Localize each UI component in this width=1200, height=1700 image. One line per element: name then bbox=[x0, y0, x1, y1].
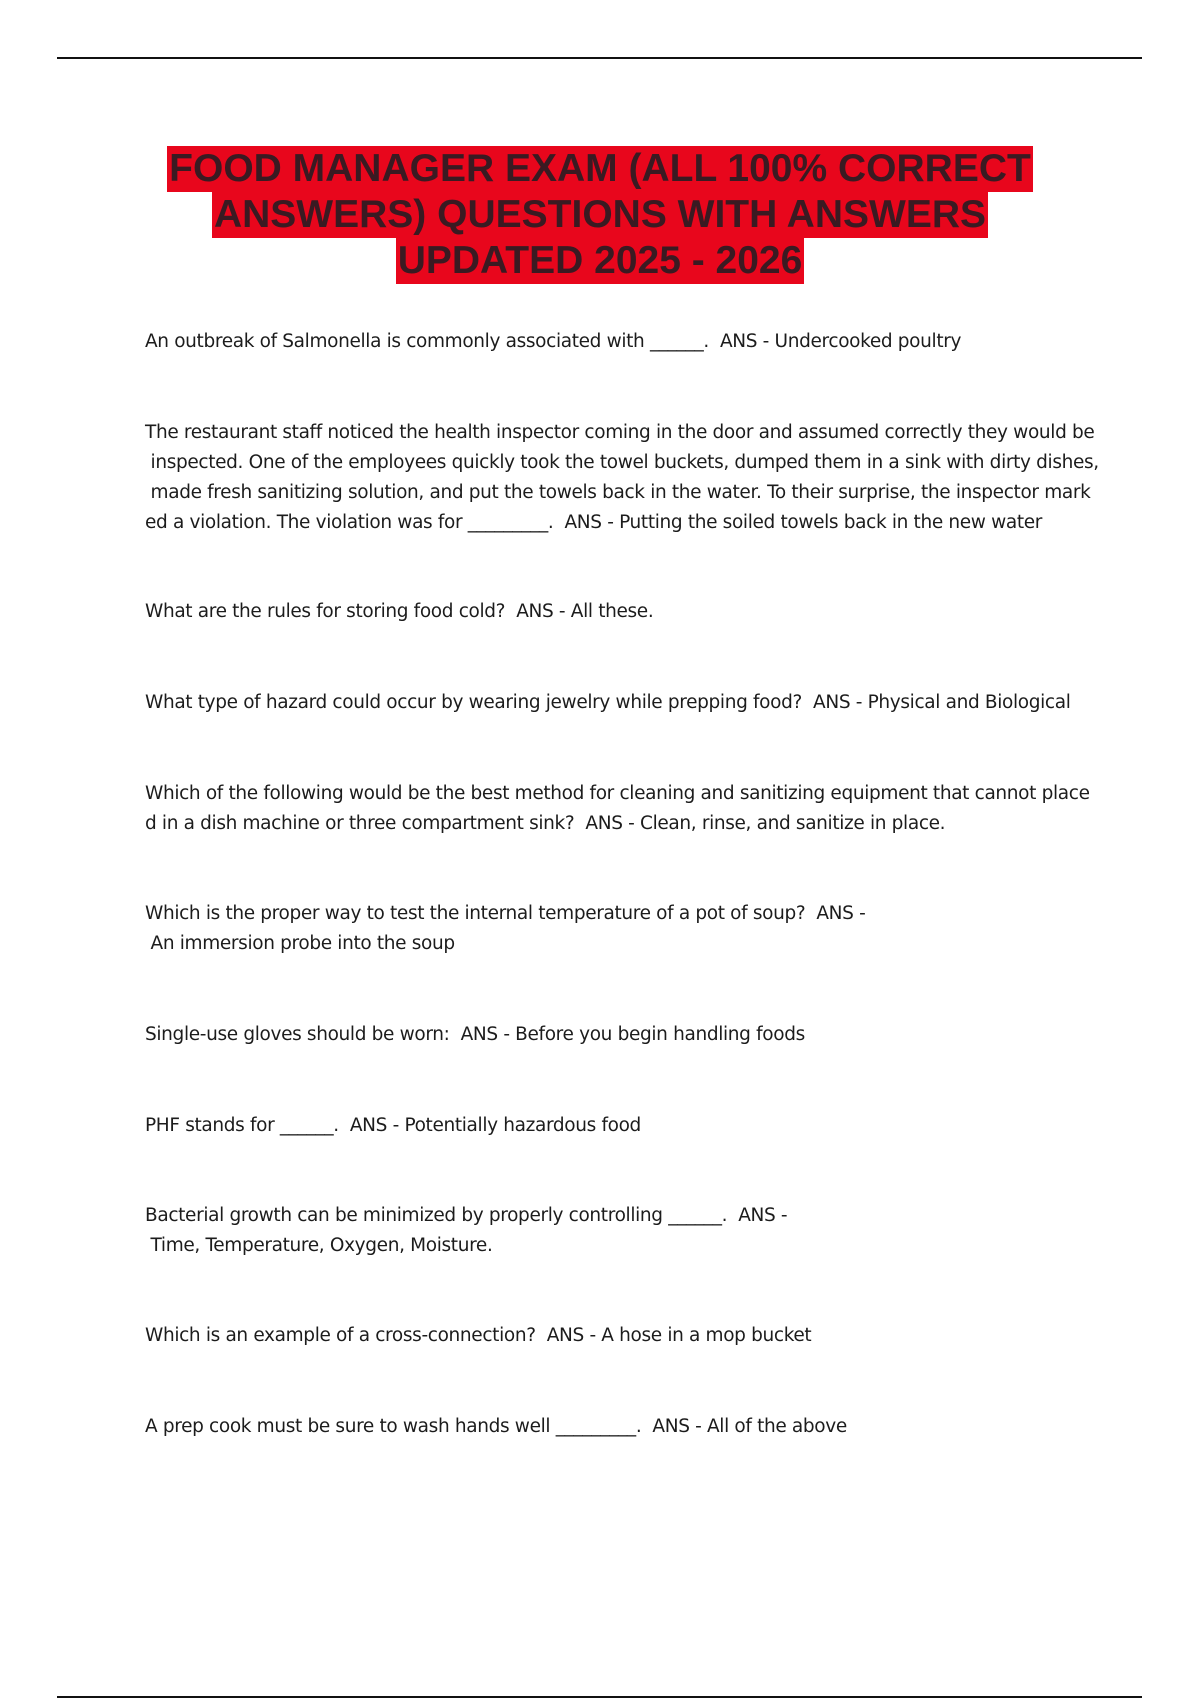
qa-line: ed a violation. The violation was for _________. ANS - Putting the soiled towels back in the new water bbox=[145, 512, 1043, 533]
qa-item bbox=[145, 418, 1099, 538]
qa-item bbox=[145, 1412, 1090, 1442]
qa-line: PHF stands for ______. ANS - Potentially hazardous food bbox=[145, 1115, 641, 1136]
qa-line: An outbreak of Salmonella is commonly associated with ______. ANS - Undercooked poultry bbox=[145, 331, 962, 352]
qa-item bbox=[145, 1201, 1090, 1261]
qa-line: The restaurant staff noticed the health inspector coming in the door and assumed correctly they would be bbox=[145, 422, 1095, 443]
qa-item bbox=[145, 1321, 1090, 1351]
qa-item bbox=[145, 899, 1090, 959]
qa-item bbox=[145, 1111, 1090, 1141]
qa-line: What type of hazard could occur by wearing jewelry while prepping food? ANS - Physical and Biological bbox=[145, 692, 1071, 713]
qa-line: inspected. One of the employees quickly took the towel buckets, dumped them in a sink with dirty dishes, bbox=[145, 452, 1099, 473]
document-title bbox=[100, 146, 1100, 284]
qa-line: A prep cook must be sure to wash hands well _________. ANS - All of the above bbox=[145, 1416, 847, 1437]
title-line-1: FOOD MANAGER EXAM (ALL 100% CORRECT bbox=[169, 147, 1031, 190]
qa-line: Bacterial growth can be minimized by properly controlling ______. ANS - bbox=[145, 1205, 788, 1226]
qa-line: Which of the following would be the best method for cleaning and sanitizing equipment that cannot place bbox=[145, 783, 1090, 804]
qa-item bbox=[145, 597, 1090, 627]
qa-item bbox=[145, 1020, 1090, 1050]
title-line-3: UPDATED 2025 - 2026 bbox=[397, 239, 803, 282]
title-line-2: ANSWERS) QUESTIONS WITH ANSWERS bbox=[213, 193, 987, 236]
qa-item bbox=[145, 779, 1090, 839]
qa-item bbox=[145, 327, 1090, 357]
qa-line: made fresh sanitizing solution, and put the towels back in the water. To their surprise, the inspector mark bbox=[145, 482, 1091, 503]
qa-line: Which is an example of a cross-connection? ANS - A hose in a mop bucket bbox=[145, 1325, 812, 1346]
qa-line: What are the rules for storing food cold? ANS - All these. bbox=[145, 601, 654, 622]
qa-line: An immersion probe into the soup bbox=[145, 933, 455, 954]
top-rule bbox=[57, 57, 1142, 59]
qa-line: d in a dish machine or three compartment sink? ANS - Clean, rinse, and sanitize in place. bbox=[145, 813, 946, 834]
qa-item bbox=[145, 688, 1090, 718]
bottom-rule bbox=[57, 1696, 1142, 1698]
qa-line: Which is the proper way to test the internal temperature of a pot of soup? ANS - bbox=[145, 903, 866, 924]
qa-line: Single-use gloves should be worn: ANS - Before you begin handling foods bbox=[145, 1024, 805, 1045]
qa-line: Time, Temperature, Oxygen, Moisture. bbox=[145, 1235, 493, 1256]
